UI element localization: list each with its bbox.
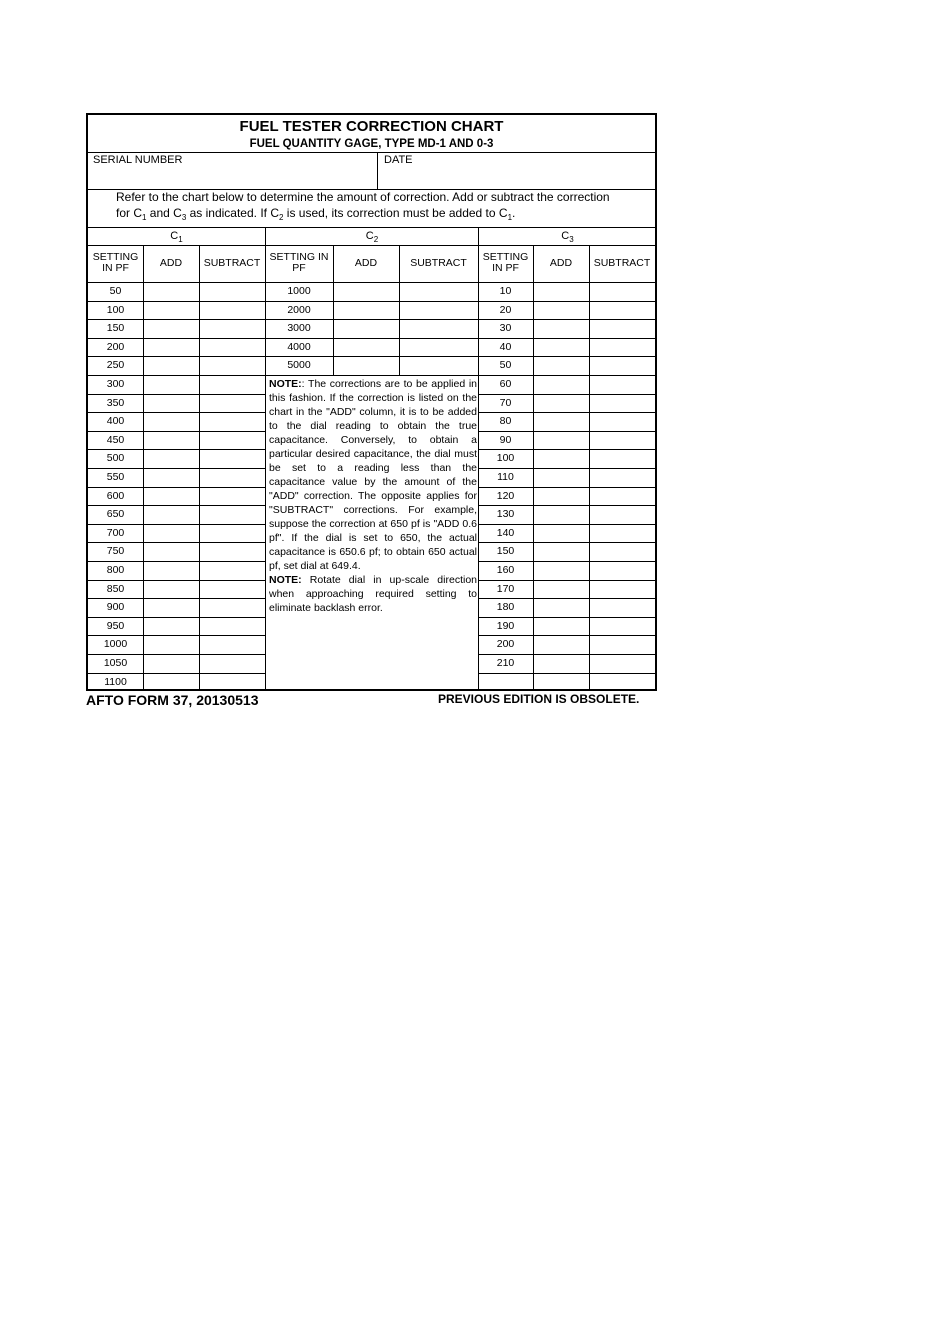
c3-setting-cell: 20	[499, 303, 512, 316]
c1-setting-cell: 500	[106, 452, 125, 465]
row-line	[478, 431, 655, 432]
c2-group-header: $C_2$	[365, 230, 379, 244]
c2-setting-cell: 3000	[287, 322, 311, 335]
row-line	[88, 394, 265, 395]
row-line	[478, 449, 655, 450]
c1-setting-cell: 550	[106, 471, 125, 483]
c3-subtract-header: SUBTRACT	[593, 257, 651, 269]
row-line	[478, 524, 655, 525]
c1-setting-cell: 350	[106, 396, 125, 409]
c1-setting-cell: 200	[106, 340, 125, 353]
c1-setting-header: SETTING IN PF	[92, 251, 139, 274]
row-line	[88, 580, 265, 581]
row-line	[88, 617, 265, 618]
row-line	[88, 431, 265, 432]
row-line	[88, 375, 265, 376]
c1-setting-cell: 1000	[103, 638, 128, 651]
c3-setting-cell: 190	[496, 619, 515, 632]
row-line	[88, 487, 265, 488]
c2-subtract-header: SUBTRACT	[410, 257, 467, 269]
divider	[88, 227, 655, 228]
row-line	[88, 301, 265, 302]
row-line	[478, 635, 655, 636]
row-line	[88, 598, 265, 599]
column-divider	[199, 245, 200, 689]
c1-setting-cell: 700	[106, 526, 125, 539]
usage-note	[269, 377, 477, 615]
serial-number-label: SERIAL NUMBER	[93, 154, 183, 166]
form-subtitle: FUEL QUANTITY GAGE, TYPE MD-1 AND 0-3	[249, 138, 494, 150]
row-line	[88, 338, 265, 339]
row-line	[478, 561, 655, 562]
c1-add-header: ADD	[159, 257, 183, 269]
row-line	[478, 580, 655, 581]
row-line	[478, 542, 655, 543]
c3-setting-cell: 60	[499, 378, 512, 390]
c3-setting-cell: 80	[499, 415, 512, 428]
c1-setting-cell: 400	[106, 415, 125, 428]
row-line	[88, 356, 265, 357]
c2-setting-cell: 5000	[287, 359, 311, 372]
c3-setting-cell: 110	[497, 471, 514, 483]
row-line	[88, 673, 265, 674]
c1-setting-cell: 150	[106, 322, 125, 335]
c1-setting-cell: 1050	[103, 657, 128, 669]
c3-setting-cell: 40	[499, 340, 512, 353]
c2-setting-cell: 4000	[287, 340, 311, 353]
c3-setting-cell: 30	[499, 322, 512, 335]
obsolete-notice: PREVIOUS EDITION IS OBSOLETE.	[438, 692, 640, 706]
c2-setting-cell: 1000	[287, 285, 311, 297]
instruction-line-2: for $C_1$ and $C_3$ as indicated. If $C_2$ is used, its correction must be added to $C_1$.	[116, 206, 516, 222]
row-line	[478, 338, 655, 339]
column-divider	[533, 245, 534, 689]
column-divider	[589, 245, 590, 689]
row-line	[265, 338, 478, 339]
row-line	[478, 412, 655, 413]
c3-setting-cell: 90	[499, 433, 512, 446]
row-line	[88, 468, 265, 469]
c1-setting-cell: 850	[106, 582, 125, 595]
row-line	[88, 524, 265, 525]
c1-setting-cell: 300	[106, 378, 125, 390]
instruction-line-1: Refer to the chart below to determine the amount of correction. Add or subtract the correction	[116, 190, 610, 204]
row-line	[88, 449, 265, 450]
row-line	[88, 542, 265, 543]
c1-setting-cell: 800	[106, 564, 125, 576]
correction-chart-form	[86, 113, 657, 691]
c3-add-header: ADD	[549, 257, 573, 269]
c3-setting-cell: 70	[499, 396, 512, 409]
c1-setting-cell: 900	[106, 601, 125, 614]
c3-setting-cell: 120	[496, 489, 515, 502]
note-paragraph-2: NOTE: Rotate dial in up-scale direction when approaching required setting to eliminate backlash error.	[269, 574, 477, 614]
row-line	[478, 319, 655, 320]
c1-setting-cell: 1100	[104, 675, 127, 688]
row-line	[478, 394, 655, 395]
c2-setting-cell: 2000	[287, 303, 311, 316]
divider	[88, 152, 655, 153]
c1-setting-cell: 650	[106, 508, 125, 521]
row-line	[478, 356, 655, 357]
row-line	[478, 487, 655, 488]
row-line	[88, 412, 265, 413]
row-line	[478, 505, 655, 506]
c3-setting-cell: 130	[496, 508, 515, 521]
column-divider	[143, 245, 144, 689]
row-line	[478, 598, 655, 599]
c1-setting-cell: 750	[106, 545, 125, 558]
c3-setting-cell: 50	[499, 359, 512, 372]
c3-setting-cell: 150	[496, 545, 515, 558]
c3-group-header: $C_3$	[561, 230, 574, 244]
c2-setting-header: SETTING IN PF	[269, 251, 329, 274]
c3-setting-cell: 180	[496, 601, 515, 614]
note-paragraph-1: NOTE:: The corrections are to be applied in this fashion. If the correction is listed on the chart in the "ADD" column, it is to be added to the dial reading to obtain the true capacitance. Conversely, to obtain a particular desired capacitance, the dial must be set to a reading less than the capacitance value by the amount of the "ADD" correction. The opposite applies for "SUBTRACT" corrections. For example, suppose the correction at 650 pf is "ADD 0.6 pf". If the dial is set to 650, the actual capacitance is 650.6 pf; to obtain 650 actual pf, set dial at 649.4.	[269, 378, 477, 572]
c3-setting-cell: 210	[496, 657, 515, 669]
c3-setting-cell: 160	[496, 564, 515, 576]
c3-setting-cell: 170	[496, 582, 515, 595]
row-line	[478, 468, 655, 469]
c1-group-header: $C_1$	[170, 230, 183, 244]
form-number: AFTO FORM 37, 20130513	[86, 692, 259, 708]
row-line	[265, 319, 478, 320]
c1-setting-cell: 250	[106, 359, 125, 372]
row-line	[265, 356, 478, 357]
row-line	[478, 654, 655, 655]
row-line	[88, 654, 265, 655]
row-line	[265, 375, 478, 376]
row-line	[88, 505, 265, 506]
divider	[88, 245, 655, 246]
c3-setting-cell: 10	[499, 285, 512, 297]
c3-setting-header: SETTING IN PF	[482, 251, 529, 274]
row-line	[478, 375, 655, 376]
row-line	[478, 617, 655, 618]
c3-setting-cell: 200	[496, 638, 515, 651]
row-line	[265, 301, 478, 302]
row-line	[478, 301, 655, 302]
c1-setting-cell: 50	[109, 285, 122, 297]
row-line	[88, 561, 265, 562]
row-line	[88, 319, 265, 320]
c1-setting-cell: 100	[106, 303, 125, 316]
row-line	[478, 673, 655, 674]
date-label: DATE	[384, 154, 413, 166]
c3-setting-cell: 140	[496, 526, 515, 539]
row-line	[88, 635, 265, 636]
c1-setting-cell: 600	[106, 489, 125, 502]
c1-setting-cell: 450	[106, 433, 125, 446]
c1-setting-cell: 950	[106, 619, 125, 632]
divider	[377, 152, 378, 189]
header-bottom-line	[88, 282, 655, 283]
form-title: FUEL TESTER CORRECTION CHART	[239, 118, 504, 135]
c3-setting-cell: 100	[496, 452, 515, 465]
c1-subtract-header: SUBTRACT	[203, 257, 261, 269]
c2-add-header: ADD	[354, 257, 378, 269]
